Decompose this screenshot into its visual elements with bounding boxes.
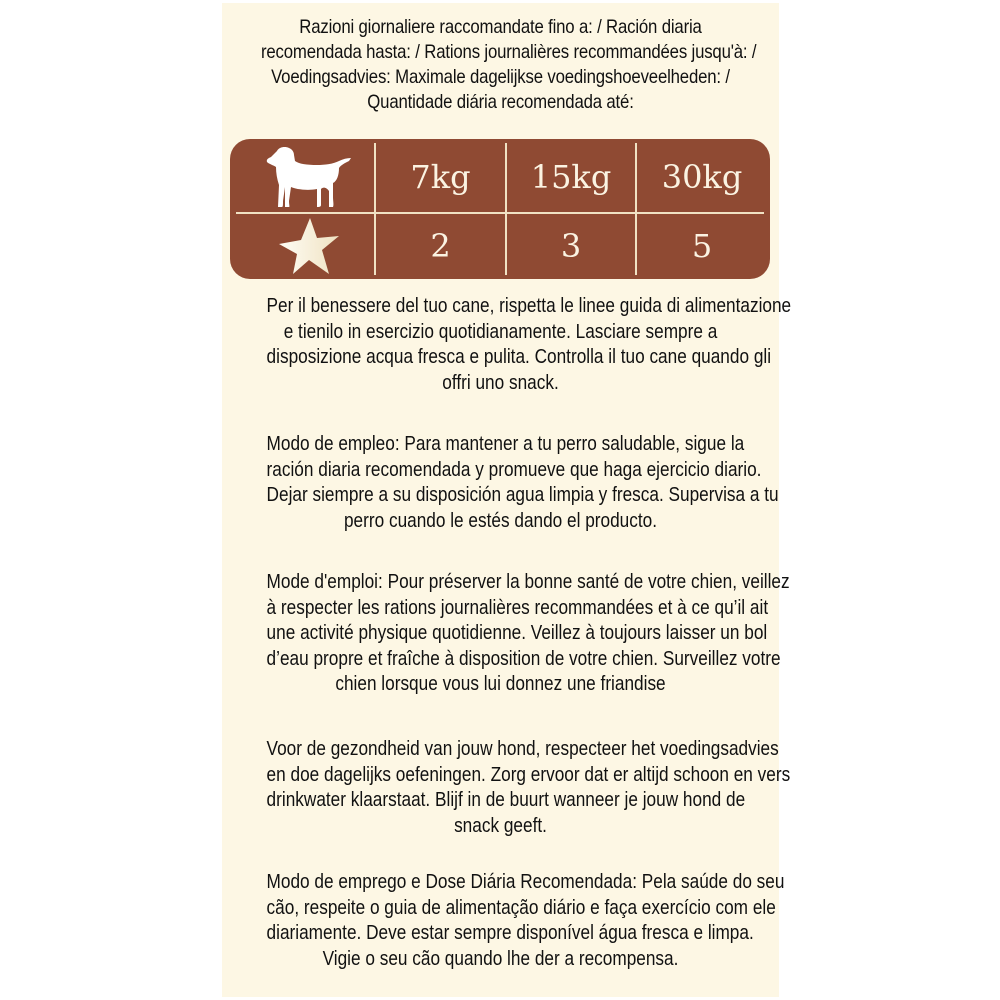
paragraph-line: drinkwater klaarstaat. Blijf in de buurt wanneer je jouw hond de [266, 788, 746, 811]
star-icon [244, 215, 374, 277]
paragraph-line: Vigie o seu cão quando lhe der a recompensa. [322, 946, 679, 970]
paragraph-line: Dejar siempre a su disposición agua limpia y fresca. Supervisa a tu [266, 483, 779, 506]
paragraph-line: e tienilo in esercizio quotidianamente. Lasciare sempre a [283, 319, 718, 343]
weight-7kg: 7kg [410, 158, 471, 196]
paragraph-line: en doe dagelijks oefeningen. Zorg ervoor dat er altijd schoon en vers [266, 762, 791, 786]
paragraph-line: Per il benessere del tuo cane, rispetta le linee guida di alimentazione [266, 294, 792, 317]
row-divider [236, 212, 764, 214]
instructions-italian [222, 293, 792, 395]
paragraph-line: snack geeft. [454, 813, 547, 837]
paragraph-line: diariamente. Deve estar sempre disponível água fresca e limpa. [266, 921, 754, 944]
paragraph-line: offri uno snack. [442, 370, 559, 394]
treats-15kg: 3 [560, 227, 582, 265]
instructions-portuguese [222, 869, 785, 971]
heading-line: recomendada hasta: / Rations journalières recommandées jusqu'à: / [260, 41, 757, 63]
treats-30kg: 5 [691, 227, 713, 265]
paragraph-line: cão, respeite o guia de alimentação diário e faça exercício com ele [266, 895, 776, 919]
paragraph-line: chien lorsque vous lui donnez une friandise [335, 672, 666, 695]
instructions-dutch [222, 736, 791, 838]
instructions-french [222, 569, 790, 697]
paragraph-line: perro cuando le estés dando el producto. [343, 508, 658, 532]
feeding-guide-panel [222, 3, 792, 997]
feeding-table [230, 139, 770, 279]
paragraph-line: d’eau propre et fraîche à disposition de votre chien. Surveillez votre [266, 646, 781, 670]
paragraph-line: disposizione acqua fresca e pulita. Controlla il tuo cane quando gli [266, 345, 772, 368]
paragraph-line: Modo de emprego e Dose Diária Recomendada: Pela saúde do seu [266, 870, 785, 893]
dog-icon [244, 143, 374, 211]
paragraph-line: Voor de gezondheid van jouw hond, respecteer het voedingsadvies [266, 737, 779, 760]
heading-line: Voedingsadvies: Maximale dagelijkse voedingshoeveelheden: / [271, 66, 730, 88]
paragraph-line: à respecter les rations journalières recommandées et à ce qu’il ait [266, 595, 769, 619]
weight-15kg: 15kg [530, 158, 612, 196]
paragraph-line: Modo de empleo: Para mantener a tu perro saludable, sigue la [266, 432, 745, 455]
paragraph-line: ración diaria recomendada y promueve que haga ejercicio diario. [266, 457, 762, 481]
ration-heading [260, 15, 757, 115]
paragraph-line: Mode d'emploi: Pour préserver la bonne santé de votre chien, veillez [266, 570, 790, 593]
instructions-spanish [222, 431, 779, 533]
heading-line: Razioni giornaliere raccomandate fino a: / Ración diaria [299, 16, 702, 38]
heading-line: Quantidade diária recomendada até: [367, 91, 634, 113]
paragraph-line: une activité physique quotidienne. Veillez à toujours laisser un bol [266, 621, 768, 644]
weight-30kg: 30kg [661, 158, 743, 196]
treats-7kg: 2 [430, 227, 451, 265]
